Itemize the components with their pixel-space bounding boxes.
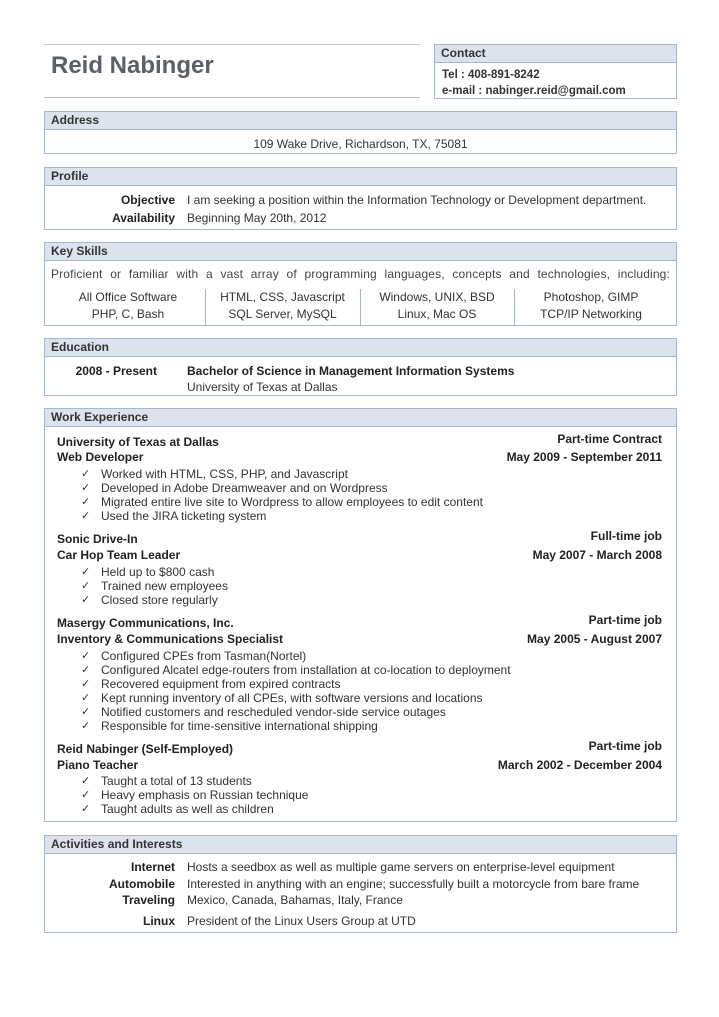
job-bullet: ✓ Configured CPEs from Tasman(Nortel) — [81, 649, 307, 663]
address-section — [44, 111, 677, 154]
work-section — [44, 408, 677, 822]
check-icon: ✓ — [81, 594, 91, 606]
activity-value: Mexico, Canada, Bahamas, Italy, France — [187, 893, 403, 907]
contact-heading: Contact — [435, 45, 676, 63]
job-type: Part-time job — [588, 739, 662, 753]
job-bullet: ✓ Taught a total of 13 students — [81, 774, 252, 788]
check-icon: ✓ — [81, 692, 91, 704]
job-dates: May 2005 - August 2007 — [527, 632, 662, 646]
job-bullets — [81, 774, 308, 816]
job-bullets — [81, 649, 511, 733]
skills-intro: Proficient or familiar with a vast array of programming languages, concepts and technologies, including: — [51, 267, 670, 281]
education-dates: 2008 - Present — [75, 364, 157, 378]
job-bullet: ✓ Closed store regularly — [81, 593, 218, 607]
contact-email: e-mail : nabinger.reid@gmail.com — [442, 85, 626, 97]
job-role: Inventory & Communications Specialist — [57, 632, 284, 646]
job-bullet: ✓ Worked with HTML, CSS, PHP, and Javascript — [81, 467, 348, 481]
education-school: University of Texas at Dallas — [187, 380, 338, 394]
education-heading: Education — [45, 339, 676, 357]
job-role: Car Hop Team Leader — [57, 548, 181, 562]
profile-label: Objective — [120, 193, 175, 207]
skill-item: Photoshop, GIMP — [543, 290, 639, 304]
check-icon: ✓ — [81, 496, 91, 508]
job-bullet: ✓ Trained new employees — [81, 579, 228, 593]
activity-label: Automobile — [109, 877, 175, 891]
job-dates: May 2007 - March 2008 — [532, 548, 662, 562]
activities-heading: Activities and Interests — [45, 836, 676, 854]
skills-column — [205, 289, 361, 325]
check-icon: ✓ — [81, 580, 91, 592]
activity-value: Interested in anything with an engine; successfully built a motorcycle from bare frame — [187, 877, 640, 891]
job-organization: Masergy Communications, Inc. — [57, 616, 234, 630]
job-bullet: ✓ Configured Alcatel edge-routers from installation at co-location to deployment — [81, 663, 511, 677]
profile-value: I am seeking a position within the Information Technology or Development department. — [187, 193, 647, 207]
contact-box — [434, 44, 677, 99]
skills-heading: Key Skills — [45, 243, 676, 261]
name-block — [44, 44, 420, 98]
profile-value: Beginning May 20th, 2012 — [187, 211, 327, 225]
job-bullets — [81, 467, 483, 523]
job-bullet: ✓ Recovered equipment from expired contracts — [81, 677, 341, 691]
profile-section — [44, 167, 677, 230]
check-icon: ✓ — [81, 706, 91, 718]
check-icon: ✓ — [81, 720, 91, 732]
job-bullet: ✓ Developed in Adobe Dreamweaver and on Wordpress — [81, 481, 388, 495]
job-bullet: ✓ Migrated entire live site to Wordpress to allow employees to edit content — [81, 495, 483, 509]
skill-item: HTML, CSS, Javascript — [220, 290, 345, 304]
check-icon: ✓ — [81, 482, 91, 494]
job-dates: March 2002 - December 2004 — [497, 758, 662, 772]
job-organization: Sonic Drive-In — [57, 532, 138, 546]
job-dates: May 2009 - September 2011 — [506, 450, 662, 464]
skill-item: Windows, UNIX, BSD — [379, 290, 495, 304]
skill-item: Linux, Mac OS — [397, 307, 477, 321]
job-organization: Reid Nabinger (Self-Employed) — [57, 742, 234, 756]
address-heading: Address — [45, 112, 676, 130]
job-organization: University of Texas at Dallas — [57, 435, 219, 449]
skill-item: PHP, C, Bash — [91, 307, 165, 321]
job-bullet: ✓ Taught adults as well as children — [81, 802, 274, 816]
job-bullet: ✓ Responsible for time-sensitive international shipping — [81, 719, 378, 733]
check-icon: ✓ — [81, 775, 91, 787]
job-bullet: ✓ Heavy emphasis on Russian technique — [81, 788, 309, 802]
work-heading: Work Experience — [45, 409, 676, 427]
activity-label: Linux — [143, 914, 175, 928]
job-bullet: ✓ Kept running inventory of all CPEs, with software versions and locations — [81, 691, 483, 705]
skills-column — [51, 289, 206, 325]
job-role: Web Developer — [57, 450, 144, 464]
skills-section — [44, 242, 677, 326]
job-bullet: ✓ Used the JIRA ticketing system — [81, 509, 267, 523]
check-icon: ✓ — [81, 664, 91, 676]
check-icon: ✓ — [81, 566, 91, 578]
skills-column — [514, 289, 668, 325]
job-type: Full-time job — [590, 529, 662, 543]
activity-value: President of the Linux Users Group at UTD — [187, 914, 416, 928]
job-bullets — [81, 565, 228, 607]
job-bullet: ✓ Notified customers and rescheduled vendor-side service outages — [81, 705, 446, 719]
contact-phone: Tel : 408-891-8242 — [442, 69, 540, 81]
resume-name: Reid Nabinger — [51, 52, 214, 79]
activity-label: Traveling — [122, 893, 175, 907]
skills-column — [360, 289, 515, 325]
address-value: 109 Wake Drive, Richardson, TX, 75081 — [253, 137, 468, 151]
check-icon: ✓ — [81, 650, 91, 662]
profile-heading: Profile — [45, 168, 676, 186]
check-icon: ✓ — [81, 468, 91, 480]
job-type: Part-time job — [588, 613, 662, 627]
activity-value: Hosts a seedbox as well as multiple game servers on enterprise-level equipment — [187, 860, 615, 874]
check-icon: ✓ — [81, 510, 91, 522]
check-icon: ✓ — [81, 678, 91, 690]
job-role: Piano Teacher — [57, 758, 139, 772]
job-type: Part-time Contract — [557, 432, 662, 446]
activities-section — [44, 835, 677, 933]
check-icon: ✓ — [81, 803, 91, 815]
skill-item: SQL Server, MySQL — [228, 307, 337, 321]
education-section — [44, 338, 677, 396]
skill-item: TCP/IP Networking — [540, 307, 642, 321]
activity-label: Internet — [130, 860, 175, 874]
profile-label: Availability — [112, 211, 175, 225]
job-bullet: ✓ Held up to $800 cash — [81, 565, 215, 579]
skill-item: All Office Software — [78, 290, 178, 304]
check-icon: ✓ — [81, 789, 91, 801]
education-degree: Bachelor of Science in Management Information Systems — [187, 364, 515, 378]
